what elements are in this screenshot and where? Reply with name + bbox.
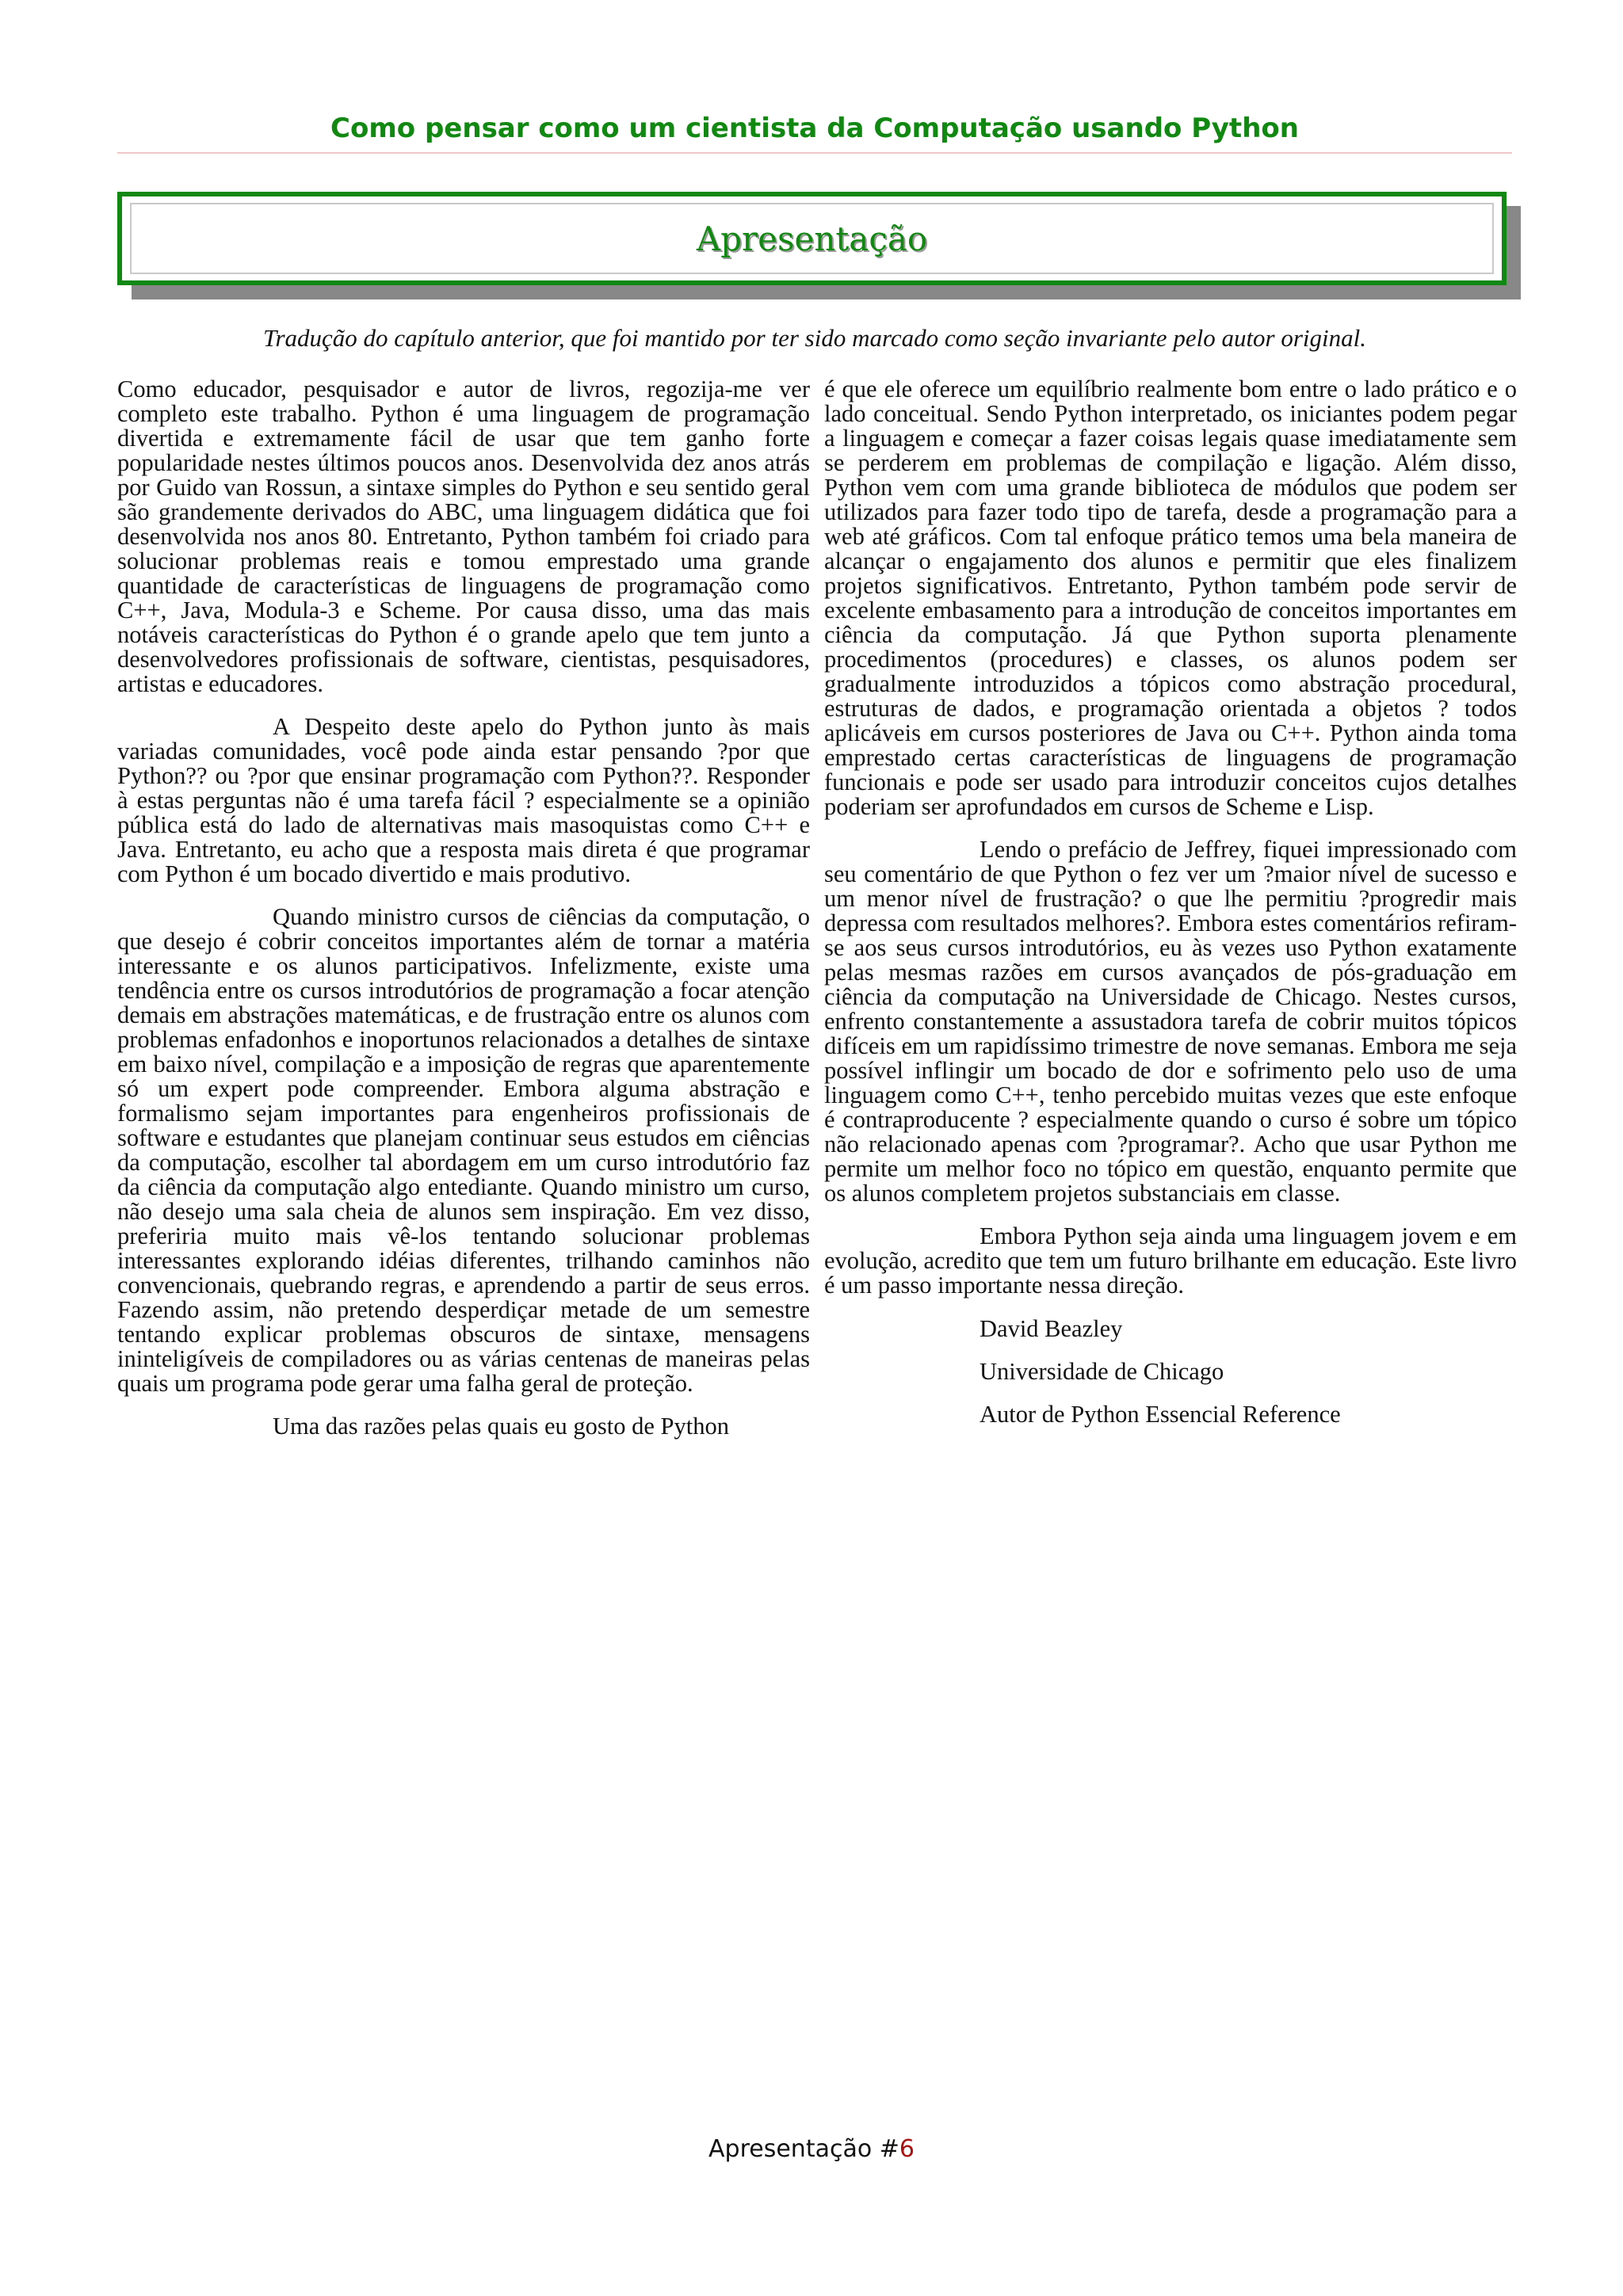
header-rule [117, 152, 1512, 154]
page-number: 6 [899, 2135, 915, 2163]
chapter-title: Apresentação [696, 219, 928, 258]
paragraph-1: Como educador, pesquisador e autor de livros, regozija-me ver completo este trabalho. Python é uma linguagem de programação divertida e extremamente fácil de usar que tem ganho forte popularidade nestes últimos poucos anos. Desenvolvida dez anos atrás por Guido van Rossun, a sintaxe simples do Python e seu sentido geral são grandemente derivados do ABC, uma linguagem didática que foi desenvolvida nos anos 80. Entretanto, Python também foi criado para solucionar problemas reais e tomou emprestado uma grande quantidade de características de linguagens de programação como C++, Java, Modula-3 e Scheme. Por causa disso, uma das mais notáveis características do Python é o grande apelo que tem junto a desenvolvedores profissionais de software, cientistas, pesquisadores, artistas e educadores. [117, 376, 810, 697]
paragraph-6: Embora Python seja ainda uma linguagem jovem e em evolução, acredito que tem um futuro brilhante em educação. Este livro é um passo importante nessa direção. [824, 1222, 1517, 1299]
chapter-title-inner-frame [130, 203, 1494, 274]
running-title: Como pensar como um cientista da Computação usando Python [330, 113, 1299, 144]
signature-affiliation: Universidade de Chicago [980, 1358, 1224, 1385]
text-column-left [117, 377, 810, 1457]
signature-role: Autor de Python Essencial Reference [980, 1401, 1341, 1428]
footer-label: Apresentação # [708, 2135, 899, 2163]
paragraph-4-continued: é que ele oferece um equilíbrio realmente bom entre o lado prático e o lado conceitual. Sendo Python interpretado, os iniciantes podem pegar a linguagem e começar a fazer coisas legais quase imediatamente sem se perderem em problemas de compilação e ligação. Além disso, Python vem com uma grande biblioteca de módulos que podem ser utilizados para fazer todo tipo de tarefa, desde a programação para a web até gráficos. Com tal enfoque prático temos uma bela maneira de alcançar o engajamento dos alunos e permitir que eles finalizem projetos significativos. Entretanto, Python também pode servir de excelente embasamento para a introdução de conceitos importantes em ciência da computação. Já que Python suporta plenamente procedimentos (procedures) e classes, os alunos podem ser gradualmente introduzidos a tópicos como abstração procedural, estruturas de dados, e programação orientada a objetos ? todos aplicáveis em cursos posteriores de Java ou C++. Python ainda toma emprestado certas características de linguagens de programação funcionais e pode ser usado para introduzir conceitos cujos detalhes poderiam ser aprofundados em cursos de Scheme e Lisp. [824, 376, 1517, 820]
paragraph-4-start: Uma das razões pelas quais eu gosto de Python [273, 1413, 729, 1440]
chapter-subtitle: Tradução do capítulo anterior, que foi mantido por ter sido marcado como seção invariante pelo autor original. [262, 324, 1367, 352]
chapter-title-box [117, 192, 1507, 285]
paragraph-2: A Despeito deste apelo do Python junto às mais variadas comunidades, você pode ainda estar pensando ?por que Python?? ou ?por que ensinar programação com Python??. Responder à estas perguntas não é uma tarefa fácil ? especialmente se a opinião pública está do lado de alternativas mais masoquistas como C++ e Java. Entretanto, eu acho que a resposta mais direta é que programar com Python é um bocado divertido e mais produtivo. [117, 713, 810, 887]
text-column-right [824, 377, 1517, 1444]
paragraph-3: Quando ministro cursos de ciências da computação, o que desejo é cobrir conceitos importantes além de tornar a matéria interessante e os alunos participativos. Infelizmente, existe uma tendência entre os cursos introdutórios de programação a focar atenção demais em abstrações matemáticas, e de frustração entre os alunos com problemas enfadonhos e inoportunos relacionados a detalhes de sintaxe em baixo nível, compilação e a imposição de regras que aparentemente só um expert pode compreender. Embora alguma abstração e formalismo sejam importantes para engenheiros profissionais de software e estudantes que planejam continuar seus estudos em ciências da computação, escolher tal abordagem em um curso introdutório faz da ciência da computação algo entediante. Quando ministro um curso, não desejo uma sala cheia de alunos sem inspiração. Em vez disso, preferiria muito mais vê-los tentando solucionar problemas interessantes explorando idéias diferentes, trilhando caminhos não convencionais, quebrando regras, e aprendendo a partir de seus erros. Fazendo assim, não pretendo desperdiçar metade de um semestre tentando explicar problemas obscuros de sintaxe, mensagens ininteligíveis de compiladores ou as várias centenas de maneiras pelas quais um programa pode gerar uma falha geral de proteção. [117, 903, 810, 1397]
signature-name: David Beazley [980, 1315, 1123, 1342]
page-footer [0, 2135, 1623, 2163]
paragraph-5: Lendo o prefácio de Jeffrey, fiquei impressionado com seu comentário de que Python o fez ver um ?maior nível de sucesso e um menor nível de frustração? o que lhe permitiu ?progredir mais depressa com resultados melhores?. Embora estes comentários refiram-se aos seus cursos introdutórios, eu às vezes uso Python exatamente pelas mesmas razões em cursos avançados de pós-graduação em ciência da computação na Universidade de Chicago. Nestes cursos, enfrento constantemente a assustadora tarefa de cobrir muitos tópicos difíceis em um rapidíssimo trimestre de nove semanas. Embora me seja possível inflingir um bocado de dor e sofrimento pelo uso de uma linguagem como C++, tenho percebido muitas vezes que este enfoque é contraproducente ? especialmente quando o curso é sobre um tópico não relacionado apenas com ?programar?. Acho que usar Python me permite um melhor foco no tópico em questão, enquanto permite que os alunos completem projetos substanciais em classe. [824, 836, 1517, 1207]
